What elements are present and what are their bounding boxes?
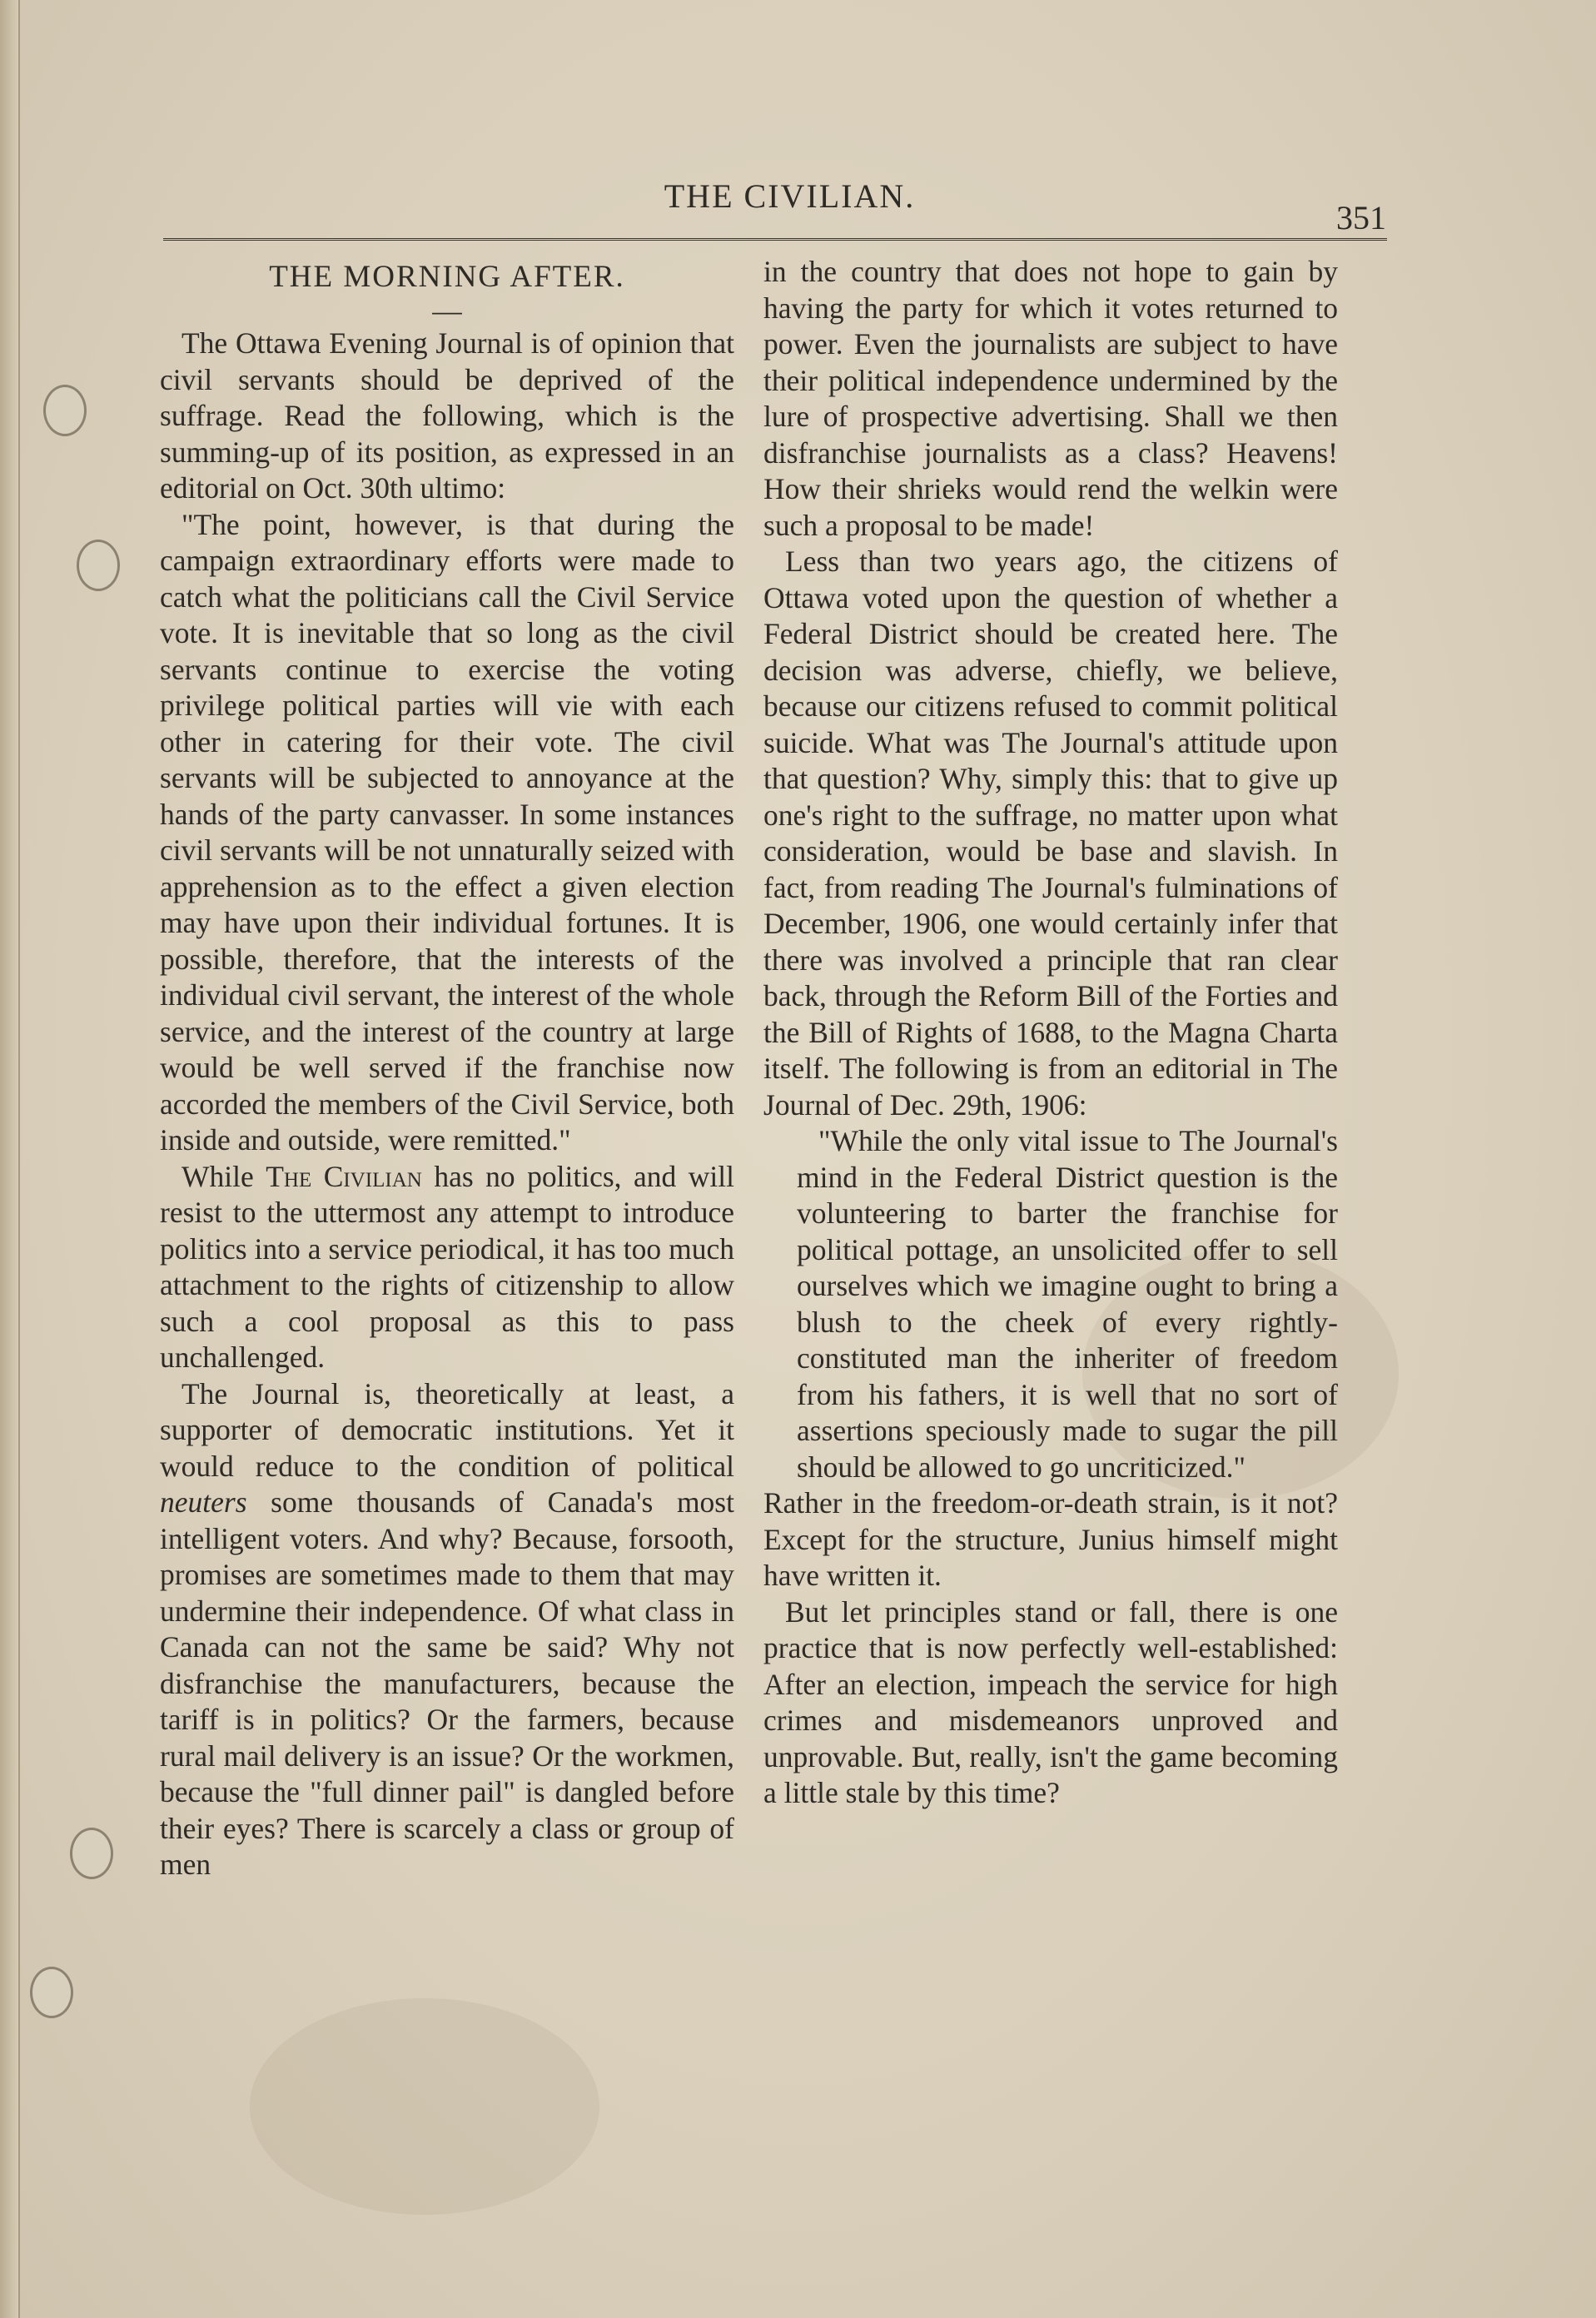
article-title: THE MORNING AFTER.: [269, 260, 625, 294]
quoted-editorial: "The point, however, is that during the campaign extraordinary efforts were made to catch what the politicians call the Civil Service vote. It is inevitable that so long as the civil servants continue to exercise the voting privilege political parties will vie with each other in catering for their vote. The civil servants will be subjected to annoyance at the hands of the party canvasser. In some instances civil servants will be not unnaturally seized with apprehension as to the effect a given election may have upon their individual fortunes. It is possible, therefore, that the interests of the individual civil servant, the interest of the whole service, and the interest of the country at large would be well served if the franchise now accorded the members of the Civil Service, both inside and outside, were remitted.": [160, 507, 734, 1157]
paragraph: in the country that does not hope to gain by having the party for which it votes returned to power. Even the journalists are subject to have their political independence undermined by the lure of prospective advertising. Shall we then disfranchise journalists as a class? Heavens! How their shrieks would rend the welkin were such a proposal to be made!: [763, 255, 1338, 542]
punch-hole: [70, 1828, 113, 1879]
left-column: [160, 254, 734, 1883]
paragraph: But let principles stand or fall, there is one practice that is now perfectly well-established: After an election, impeach the service for high crimes and misdemeanors unproved and unprovable. But, really, isn't the game becoming a little stale by this time?: [763, 1594, 1338, 1809]
punch-hole: [77, 540, 120, 591]
page-number: 351: [1336, 199, 1386, 236]
paragraph: Less than two years ago, the citizens of Ottawa voted upon the question of whether a Federal District should be created here. The decision was adverse, chiefly, we believe, because our citizens refused to commit political suicide. What was The Journal's attitude upon that question? Why, simply this: that to give up one's right to the suffrage, no matter upon what consideration, would be base and slavish. In fact, from reading The Journal's fulminations of December, 1906, one would certainly infer that there was involved a principle that ran clear back, through the Reform Bill of the Forties and the Bill of Rights of 1688, to the Magna Charta itself. The following is from an editorial in The Journal of Dec. 29th, 1906:: [763, 545, 1338, 1122]
binding-edge: [0, 0, 20, 2318]
paragraph: Rather in the freedom-or-death strain, is it not? Except for the structure, Junius himself might have written it.: [763, 1486, 1338, 1592]
running-head: THE CIVILIAN.: [664, 177, 916, 215]
paper-stain: [250, 1998, 599, 2215]
quoted-editorial: "While the only vital issue to The Journal's mind in the Federal District question is the volunteering to barter the franchise for political pottage, an unsolicited offer to sell ourselves which we imagine ought to bring a blush to the cheek of every rightly-constituted man the inheriter of freedom from his fathers, it is well that no sort of assertions speciously made to sugar the pill should be allowed to go uncriticized.": [797, 1124, 1338, 1484]
header-rule: [163, 238, 1387, 241]
punch-hole: [30, 1967, 73, 2018]
right-column: [763, 254, 1338, 1812]
punch-hole: [43, 385, 87, 436]
publication-name: The Civilian: [266, 1159, 422, 1193]
paragraph: The Ottawa Evening Journal is of opinion that civil servants should be deprived of the suffrage. Read the following, which is the summing-up of its position, as expressed in an editorial on Oct. 30th ultimo:: [160, 326, 734, 505]
paragraph: The Journal is, theoretically at least, a supporter of democratic institutions. Yet it would reduce to the condition of political neuters some thousands of Canada's most intelligent voters. And why? Because, forsooth, promises are sometimes made to them that may undermine their independence. Of what class in Canada can not the same be said? Why not disfranchise the manufacturers, because the tariff is in politics? Or the farmers, because rural mail delivery is an issue? Or the workmen, because the "full dinner pail" is dangled before their eyes? There is scarcely a class or group of men: [160, 1376, 734, 1881]
title-separator: —: [432, 294, 462, 327]
paragraph: While The Civilian has no politics, and will resist to the uttermost any attempt to introduce politics into a service periodical, it has too much attachment to the rights of citizenship to allow such a cool proposal as this to pass unchallenged.: [160, 1159, 734, 1374]
italic-term: neuters: [160, 1485, 247, 1519]
